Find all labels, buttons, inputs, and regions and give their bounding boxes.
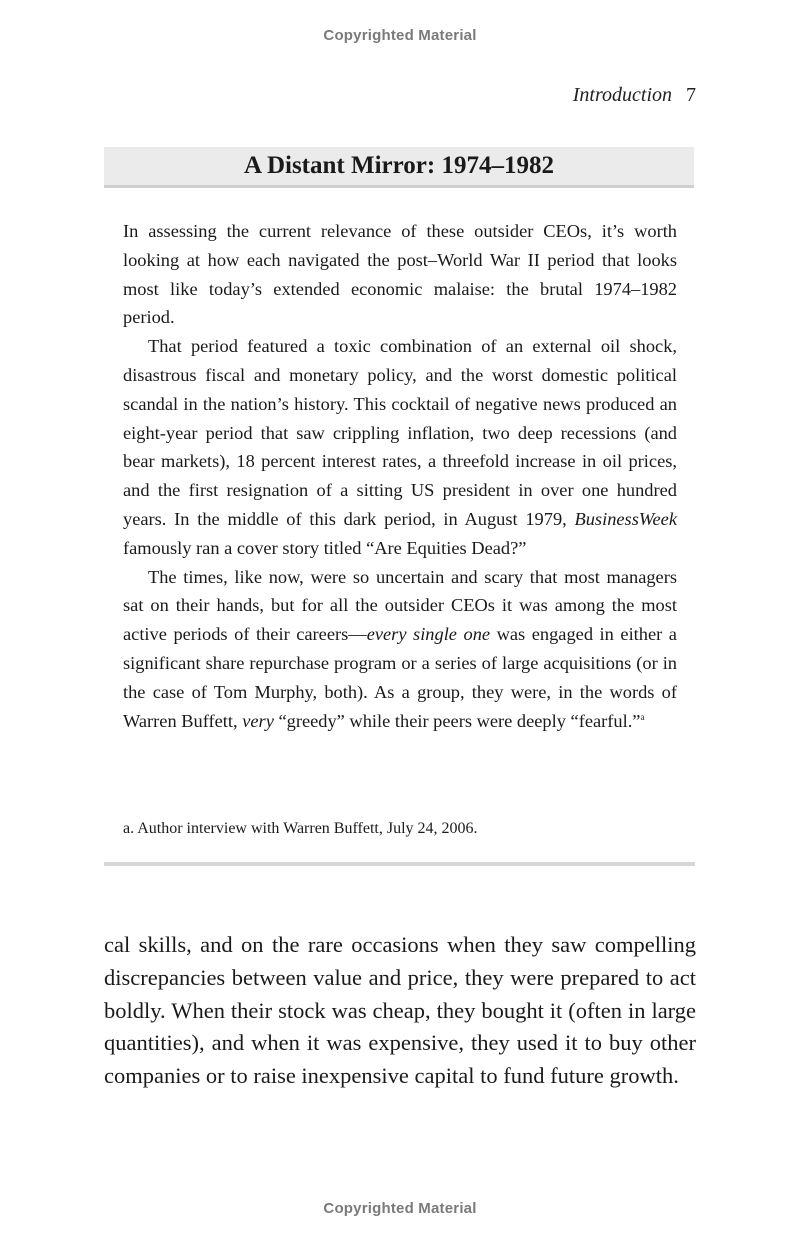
paragraph-text: was engaged in either a significant share repurchase program or a series of large acquisitions (or in the case of Tom Murphy, both). As a group, they were, in the words of Warren Buffett, <box>123 624 677 731</box>
chapter-title: Introduction <box>572 84 672 106</box>
emphasis-text: every single one <box>366 624 491 645</box>
copyright-watermark-bottom: Copyrighted Material <box>323 1200 477 1217</box>
sidebar-paragraph: In assessing the current relevance of these outsider CEOs, it’s worth looking at how each navigated the post–World War II period that looks most like today’s extended economic malaise: the brutal 1974–1982 period. <box>123 221 677 328</box>
sidebar-box-title: A Distant Mirror: 1974–1982 <box>104 147 694 188</box>
sidebar-paragraph <box>123 332 677 562</box>
sidebar-box-body <box>123 217 677 735</box>
sidebar-paragraph <box>123 563 677 736</box>
emphasis-text: very <box>242 710 274 731</box>
publication-name: BusinessWeek <box>574 508 677 529</box>
body-text <box>104 929 696 1093</box>
sidebar-bottom-rule <box>104 862 695 866</box>
body-paragraph: cal skills, and on the rare occasions when they saw compelling discrepancies between value and price, they were prepared to act boldly. When their stock was cheap, they bought it (often in large quantities), and when it was expensive, they used it to buy other companies or to raise inexpensive capital to fund future growth. <box>104 932 696 1089</box>
paragraph-text: That period featured a toxic combination of an external oil shock, disastrous fiscal and monetary policy, and the worst domestic political scandal in the nation’s history. This cocktail of negative news produced an eight-year period that saw crippling inflation, two deep recessions (and bear markets), 18 percent interest rates, a threefold increase in oil prices, and the first resignation of a sitting US president in over one hundred years. In the middle of this dark period, in August 1979, <box>123 336 677 529</box>
paragraph-text: The times, like now, were so uncertain and scary that most managers sat on their hands, but for all the outsider CEOs it was among the most active periods of their careers— <box>123 566 677 645</box>
page-number: 7 <box>686 84 696 106</box>
copyright-watermark-top: Copyrighted Material <box>323 27 477 44</box>
footnote-marker: a <box>640 711 645 722</box>
footnote: a. Author interview with Warren Buffett, July 24, 2006. <box>123 820 478 837</box>
paragraph-text: “greedy” while their peers were deeply “fearful.” <box>273 710 641 731</box>
paragraph-text: famously ran a cover story titled “Are Equities Dead?” <box>123 537 527 558</box>
running-head <box>573 84 696 107</box>
